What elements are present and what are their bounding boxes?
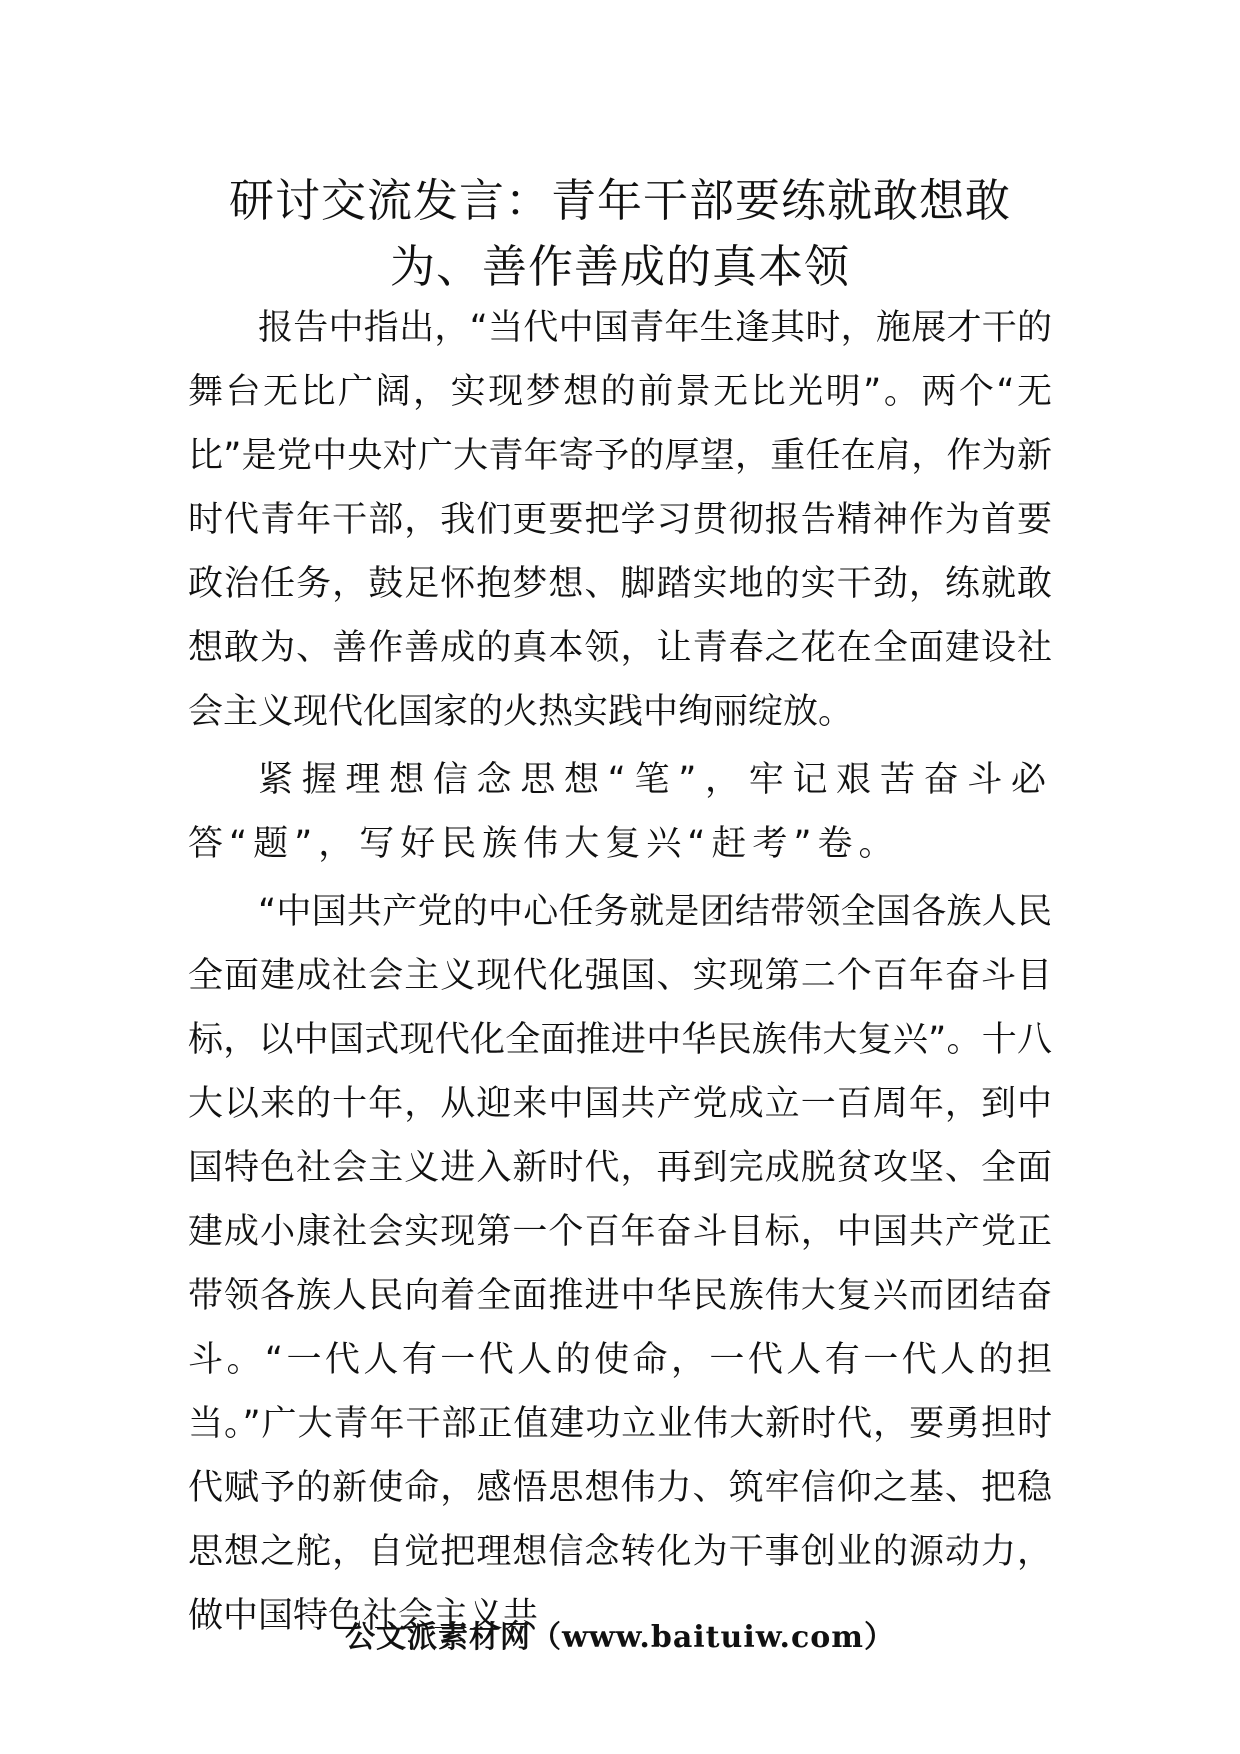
page-footer-watermark: 公文派素材网（www.baituiw.com） <box>344 1620 896 1655</box>
document-title-line-1: 研讨交流发言：青年干部要练就敢想敢 <box>228 174 1011 227</box>
paragraph-section-heading: 紧握理想信念思想“笔”，牢记艰苦奋斗必答“题”，写好民族伟大复兴“赶考”卷。 <box>188 760 1052 864</box>
paragraph-main: “中国共产党的中心任务就是团结带领全国各族人民全面建成社会主义现代化强国、实现第二个百年奋斗目标，以中国式现代化全面推进中华民族伟大复兴”。十八大以来的十年，从迎来中国共产党成立一百周年，到中国特色社会主义进入新时代，再到完成脱贫攻坚、全面建成小康社会实现第一个百年奋斗目标，中国共产党正带领各族人民向着全面推进中华民族伟大复兴而团结奋斗。“一代人有一代人的使命，一代人有一代人的担当。”广大青年干部正值建功立业伟大新时代，要勇担时代赋予的新使命，感悟思想伟力、筑牢信仰之基、把稳思想之舵，自觉把理想信念转化为干事创业的源动力，做中国特色社会主义共 <box>188 892 1052 1636</box>
document-body <box>188 296 1052 1652</box>
paragraph-intro: 报告中指出，“当代中国青年生逢其时，施展才干的舞台无比广阔，实现梦想的前景无比光明”。两个“无比”是党中央对广大青年寄予的厚望，重任在肩，作为新时代青年干部，我们更要把学习贯彻报告精神作为首要政治任务，鼓足怀抱梦想、脚踏实地的实干劲，练就敢想敢为、善作善成的真本领，让青春之花在全面建设社会主义现代化国家的火热实践中绚丽绽放。 <box>188 308 1052 732</box>
document-title-line-2: 为、善作善成的真本领 <box>389 240 850 293</box>
